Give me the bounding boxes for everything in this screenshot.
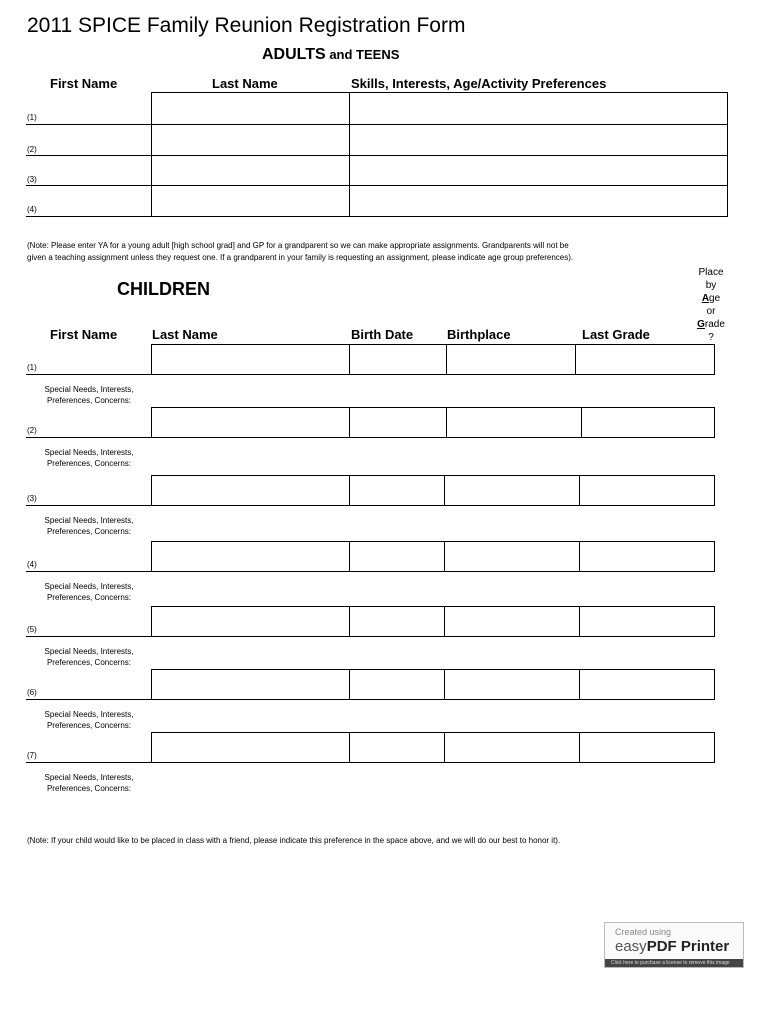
special-needs-label <box>30 772 148 794</box>
adults-heading-rest: and TEENS <box>325 47 400 62</box>
child-6-birth-date-field[interactable] <box>350 670 443 699</box>
child-4-birthplace-field[interactable] <box>445 542 578 571</box>
children-heading: CHILDREN <box>117 279 210 299</box>
grade-letter: G <box>697 319 705 330</box>
special-needs-line2: Preferences, Concerns: <box>46 721 132 730</box>
grade-rest: rade <box>704 319 725 330</box>
child-row-underline <box>26 762 152 763</box>
adults-col-skills: Skills, Interests, Age/Activity Preferences <box>351 76 607 91</box>
easypdf-badge[interactable] <box>604 922 744 968</box>
adults-col-last-name: Last Name <box>212 76 278 91</box>
child-6-birthplace-field[interactable] <box>445 670 578 699</box>
special-needs-line1: Special Needs, Interests, <box>44 385 134 394</box>
child-2-last-name-field[interactable] <box>152 408 348 437</box>
adults-row-number: (3) <box>27 175 37 184</box>
child-7-birthplace-field[interactable] <box>445 733 578 762</box>
child-4-birth-date-field[interactable] <box>350 542 443 571</box>
child-3-birth-date-field[interactable] <box>350 476 443 505</box>
child-row-number: (3) <box>27 494 37 503</box>
adult-1-last-name-field[interactable] <box>152 93 348 123</box>
adult-3-last-name-field[interactable] <box>152 156 348 184</box>
special-needs-label <box>30 384 148 406</box>
children-col-first-name: First Name <box>50 327 118 342</box>
child-5-last-grade-field[interactable] <box>580 607 714 636</box>
child-2-birthplace-field[interactable] <box>447 408 580 437</box>
adult-3-skills-field[interactable] <box>350 156 726 184</box>
place-by-age-or-grade-label <box>676 266 746 344</box>
badge-brand-easy: easy <box>615 938 647 955</box>
badge-license-link[interactable]: Click here to purchase a license to remove this image <box>605 959 743 967</box>
adults-col-first-name: First Name <box>50 76 118 91</box>
children-col-birthplace: Birthplace <box>447 327 511 342</box>
child-6-last-name-field[interactable] <box>152 670 348 699</box>
adult-4-last-name-field[interactable] <box>152 186 348 215</box>
child-3-birthplace-field[interactable] <box>445 476 578 505</box>
badge-brand-pdf: PDF Printer <box>646 938 730 955</box>
child-1-last-grade-field[interactable] <box>576 345 714 374</box>
adults-row-line <box>26 155 152 156</box>
child-6-last-grade-field[interactable] <box>580 670 714 699</box>
adults-heading <box>262 46 399 64</box>
child-row-number: (6) <box>27 688 37 697</box>
child-3-last-grade-field[interactable] <box>580 476 714 505</box>
adults-row-number: (4) <box>27 205 37 214</box>
special-needs-label <box>30 646 148 668</box>
badge-brand <box>615 938 729 955</box>
children-col-last-grade: Last Grade <box>582 327 650 342</box>
child-5-birth-date-field[interactable] <box>350 607 443 636</box>
child-row-underline <box>26 636 152 637</box>
special-needs-line2: Preferences, Concerns: <box>46 658 132 667</box>
child-5-birthplace-field[interactable] <box>445 607 578 636</box>
child-3-last-name-field[interactable] <box>152 476 348 505</box>
child-2-birth-date-field[interactable] <box>350 408 445 437</box>
child-7-last-name-field[interactable] <box>152 733 348 762</box>
child-row-number: (5) <box>27 625 37 634</box>
child-row-number: (1) <box>27 363 37 372</box>
child-row-underline <box>26 374 152 375</box>
adults-note-line1: (Note: Please enter YA for a young adult [high school grad] and GP for a grandparent so we can make appropriate assignments. Grandparents will not be <box>27 241 569 250</box>
child-row-number: (4) <box>27 560 37 569</box>
adults-row-line <box>26 124 152 125</box>
adults-row-line <box>26 185 152 186</box>
special-needs-line1: Special Needs, Interests, <box>44 773 134 782</box>
or-line: or <box>706 306 716 317</box>
child-1-birthplace-field[interactable] <box>447 345 574 374</box>
special-needs-line1: Special Needs, Interests, <box>44 448 134 457</box>
special-needs-label <box>30 581 148 603</box>
child-1-birth-date-field[interactable] <box>350 345 445 374</box>
by-line: by <box>705 280 717 291</box>
children-note: (Note: If your child would like to be placed in class with a friend, please indicate this preference in the space above, and we will do our best to honor it). <box>27 836 561 845</box>
child-5-last-name-field[interactable] <box>152 607 348 636</box>
child-row-underline <box>26 571 152 572</box>
badge-created-using: Created using <box>615 927 672 937</box>
special-needs-label <box>30 709 148 731</box>
child-row-underline <box>26 437 152 438</box>
child-row-underline <box>26 505 152 506</box>
child-2-last-grade-field[interactable] <box>582 408 714 437</box>
special-needs-line2: Preferences, Concerns: <box>46 459 132 468</box>
adult-1-skills-field[interactable] <box>350 93 726 123</box>
child-7-birth-date-field[interactable] <box>350 733 443 762</box>
child-row-number: (2) <box>27 426 37 435</box>
child-row-number: (7) <box>27 751 37 760</box>
adults-row-number: (2) <box>27 145 37 154</box>
child-7-last-grade-field[interactable] <box>580 733 714 762</box>
special-needs-line2: Preferences, Concerns: <box>46 527 132 536</box>
special-needs-line1: Special Needs, Interests, <box>44 582 134 591</box>
special-needs-label <box>30 447 148 469</box>
grade-line <box>676 318 746 331</box>
special-needs-line2: Preferences, Concerns: <box>46 784 132 793</box>
child-row-underline <box>26 699 152 700</box>
child-4-last-name-field[interactable] <box>152 542 348 571</box>
age-letter: A <box>701 293 710 304</box>
adults-row-line <box>26 216 152 217</box>
special-needs-line2: Preferences, Concerns: <box>46 593 132 602</box>
child-4-last-grade-field[interactable] <box>580 542 714 571</box>
place-line: Place <box>698 267 724 278</box>
adult-2-skills-field[interactable] <box>350 125 726 154</box>
special-needs-line1: Special Needs, Interests, <box>44 516 134 525</box>
adults-heading-main: ADULTS <box>262 46 326 63</box>
special-needs-line1: Special Needs, Interests, <box>44 647 134 656</box>
page-title: 2011 SPICE Family Reunion Registration Form <box>27 14 466 37</box>
age-line <box>676 292 746 305</box>
child-1-last-name-field[interactable] <box>152 345 348 374</box>
children-col-last-name: Last Name <box>152 327 218 342</box>
adult-2-last-name-field[interactable] <box>152 125 348 154</box>
age-rest: ge <box>709 293 721 304</box>
adult-4-skills-field[interactable] <box>350 186 726 215</box>
special-needs-line2: Preferences, Concerns: <box>46 396 132 405</box>
children-col-birth-date: Birth Date <box>351 327 414 342</box>
special-needs-line1: Special Needs, Interests, <box>44 710 134 719</box>
adults-row-number: (1) <box>27 113 37 122</box>
adults-note-line2: given a teaching assignment unless they request one. If a grandparent in your family is requesting an assignment, please indicate age group preferences). <box>27 253 574 262</box>
special-needs-label <box>30 515 148 537</box>
question-line: ? <box>708 332 714 343</box>
